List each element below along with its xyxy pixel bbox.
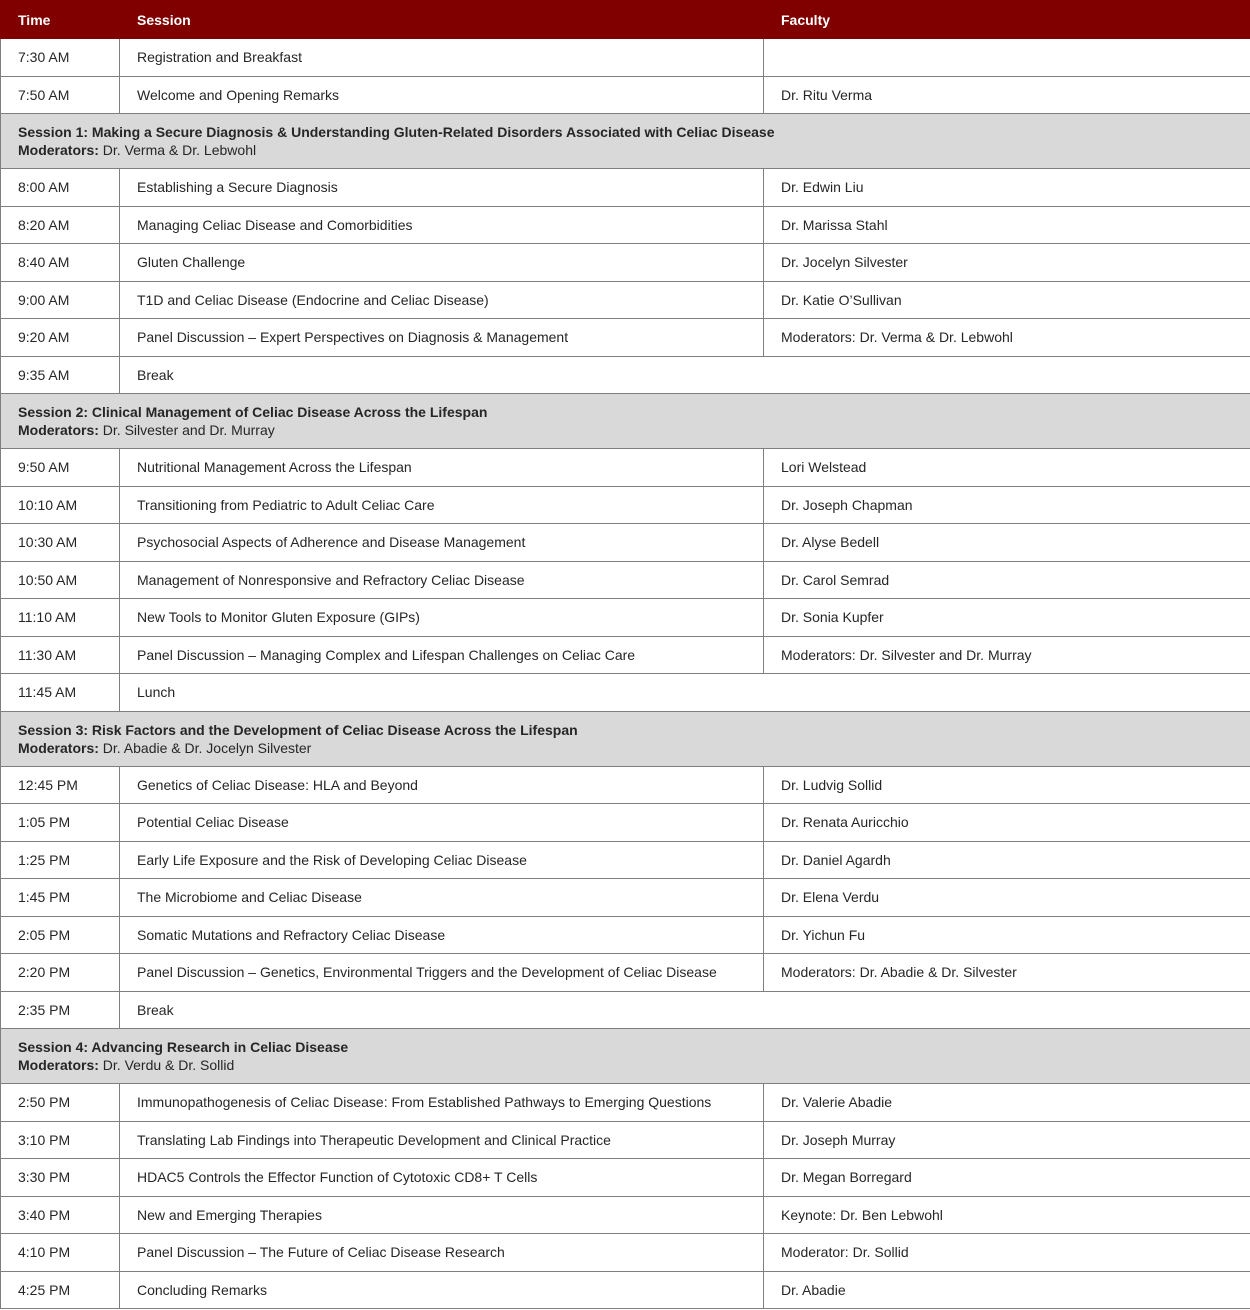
time-cell: 3:30 PM [1, 1159, 120, 1197]
agenda-row [1, 1196, 1250, 1234]
faculty-cell: Dr. Marissa Stahl [764, 206, 1250, 244]
session-moderators [18, 1056, 1250, 1074]
agenda-row [1, 1234, 1250, 1272]
session-cell: New Tools to Monitor Gluten Exposure (GIPs) [120, 599, 764, 637]
time-cell: 10:30 AM [1, 524, 120, 562]
session-moderators [18, 739, 1250, 757]
session-cell: Panel Discussion – Genetics, Environmental Triggers and the Development of Celiac Disease [120, 954, 764, 992]
faculty-cell: Dr. Sonia Kupfer [764, 599, 1250, 637]
agenda-row [1, 39, 1250, 77]
session-moderators [18, 141, 1250, 159]
moderators-names: Dr. Verdu & Dr. Sollid [102, 1057, 235, 1073]
faculty-cell: Dr. Katie O’Sullivan [764, 281, 1250, 319]
faculty-cell: Moderator: Dr. Sollid [764, 1234, 1250, 1272]
faculty-cell: Moderators: Dr. Abadie & Dr. Silvester [764, 954, 1250, 992]
time-cell: 2:20 PM [1, 954, 120, 992]
agenda-row [1, 1121, 1250, 1159]
faculty-cell: Dr. Ritu Verma [764, 76, 1250, 114]
time-cell: 1:25 PM [1, 841, 120, 879]
session-cell: Early Life Exposure and the Risk of Developing Celiac Disease [120, 841, 764, 879]
header-faculty: Faculty [764, 1, 1250, 39]
faculty-cell: Dr. Ludvig Sollid [764, 766, 1250, 804]
faculty-cell: Dr. Edwin Liu [764, 169, 1250, 207]
session-cell: Managing Celiac Disease and Comorbidities [120, 206, 764, 244]
session-cell: Management of Nonresponsive and Refractory Celiac Disease [120, 561, 764, 599]
session-cell: Establishing a Secure Diagnosis [120, 169, 764, 207]
moderators-label: Moderators: [18, 739, 99, 756]
agenda-row [1, 1271, 1250, 1309]
time-cell: 1:05 PM [1, 804, 120, 842]
time-cell: 9:20 AM [1, 319, 120, 357]
agenda-row [1, 841, 1250, 879]
session-title: Session 2: Clinical Management of Celiac Disease Across the Lifespan [18, 404, 488, 420]
agenda-row [1, 449, 1250, 487]
agenda-row [1, 804, 1250, 842]
faculty-cell: Dr. Megan Borregard [764, 1159, 1250, 1197]
faculty-cell: Dr. Daniel Agardh [764, 841, 1250, 879]
agenda-row [1, 916, 1250, 954]
agenda-row [1, 1159, 1250, 1197]
session-cell: Gluten Challenge [120, 244, 764, 282]
time-cell: 8:40 AM [1, 244, 120, 282]
time-cell: 9:50 AM [1, 449, 120, 487]
session-header-row [1, 394, 1250, 449]
time-cell: 7:30 AM [1, 39, 120, 77]
faculty-cell: Dr. Alyse Bedell [764, 524, 1250, 562]
agenda-row [1, 561, 1250, 599]
session-cell: Translating Lab Findings into Therapeutic Development and Clinical Practice [120, 1121, 764, 1159]
session-cell: Break [120, 356, 1250, 394]
faculty-cell: Dr. Valerie Abadie [764, 1084, 1250, 1122]
faculty-cell: Keynote: Dr. Ben Lebwohl [764, 1196, 1250, 1234]
agenda-row [1, 1084, 1250, 1122]
time-cell: 10:50 AM [1, 561, 120, 599]
time-cell: 7:50 AM [1, 76, 120, 114]
session-cell: Potential Celiac Disease [120, 804, 764, 842]
time-cell: 2:50 PM [1, 1084, 120, 1122]
time-cell: 3:10 PM [1, 1121, 120, 1159]
agenda-row [1, 169, 1250, 207]
moderators-label: Moderators: [18, 142, 99, 158]
agenda-row [1, 319, 1250, 357]
moderators-label: Moderators: [18, 422, 99, 438]
agenda-row [1, 76, 1250, 114]
session-cell: HDAC5 Controls the Effector Function of Cytotoxic CD8+ T Cells [120, 1159, 764, 1197]
session-cell: Panel Discussion – Expert Perspectives on Diagnosis & Management [120, 319, 764, 357]
time-cell: 3:40 PM [1, 1196, 120, 1234]
agenda-row [1, 766, 1250, 804]
time-cell: 2:05 PM [1, 916, 120, 954]
time-cell: 1:45 PM [1, 879, 120, 917]
time-cell: 9:00 AM [1, 281, 120, 319]
session-cell: Lunch [120, 674, 1250, 712]
session-cell: Psychosocial Aspects of Adherence and Disease Management [120, 524, 764, 562]
time-cell: 11:45 AM [1, 674, 120, 712]
session-title: Session 1: Making a Secure Diagnosis & Understanding Gluten-Related Disorders Associated with Celiac Disease [18, 124, 775, 140]
moderators-names: Dr. Verma & Dr. Lebwohl [102, 142, 257, 158]
header-time: Time [1, 1, 120, 39]
faculty-cell: Dr. Jocelyn Silvester [764, 244, 1250, 282]
moderators-label: Moderators: [18, 1057, 99, 1073]
session-header-cell [1, 394, 1250, 449]
session-title: Session 4: Advancing Research in Celiac Disease [18, 1039, 349, 1055]
session-cell: The Microbiome and Celiac Disease [120, 879, 764, 917]
session-cell: Transitioning from Pediatric to Adult Celiac Care [120, 486, 764, 524]
faculty-cell: Dr. Renata Auricchio [764, 804, 1250, 842]
session-header-row [1, 711, 1250, 766]
session-cell: New and Emerging Therapies [120, 1196, 764, 1234]
faculty-cell: Dr. Joseph Chapman [764, 486, 1250, 524]
session-cell: Panel Discussion – Managing Complex and Lifespan Challenges on Celiac Care [120, 636, 764, 674]
time-cell: 12:45 PM [1, 766, 120, 804]
session-cell: Somatic Mutations and Refractory Celiac Disease [120, 916, 764, 954]
session-header-cell [1, 114, 1250, 169]
faculty-cell: Moderators: Dr. Silvester and Dr. Murray [764, 636, 1250, 674]
break-row [1, 991, 1250, 1029]
agenda-row [1, 281, 1250, 319]
faculty-cell: Lori Welstead [764, 449, 1250, 487]
session-moderators [18, 421, 1250, 439]
agenda-row [1, 636, 1250, 674]
break-row [1, 674, 1250, 712]
header-row [1, 1, 1250, 39]
moderators-names: Dr. Silvester and Dr. Murray [102, 422, 275, 438]
session-cell: Welcome and Opening Remarks [120, 76, 764, 114]
session-header-row [1, 1029, 1250, 1084]
session-cell: Nutritional Management Across the Lifespan [120, 449, 764, 487]
session-cell: Registration and Breakfast [120, 39, 764, 77]
time-cell: 8:20 AM [1, 206, 120, 244]
time-cell: 2:35 PM [1, 991, 120, 1029]
agenda-body [1, 39, 1250, 1309]
agenda-row [1, 244, 1250, 282]
agenda-row [1, 879, 1250, 917]
session-header-cell [1, 1029, 1250, 1084]
session-title: Session 3: Risk Factors and the Development of Celiac Disease Across the Lifespan [18, 721, 578, 738]
header-session: Session [120, 1, 764, 39]
agenda-row [1, 524, 1250, 562]
time-cell: 11:30 AM [1, 636, 120, 674]
agenda-row [1, 954, 1250, 992]
time-cell: 4:10 PM [1, 1234, 120, 1272]
session-cell: Break [120, 991, 1250, 1029]
faculty-cell: Dr. Joseph Murray [764, 1121, 1250, 1159]
faculty-cell: Dr. Carol Semrad [764, 561, 1250, 599]
time-cell: 8:00 AM [1, 169, 120, 207]
agenda-row [1, 599, 1250, 637]
session-header-row [1, 114, 1250, 169]
session-cell: T1D and Celiac Disease (Endocrine and Celiac Disease) [120, 281, 764, 319]
time-cell: 11:10 AM [1, 599, 120, 637]
time-cell: 9:35 AM [1, 356, 120, 394]
moderators-names: Dr. Abadie & Dr. Jocelyn Silvester [102, 739, 312, 756]
agenda-row [1, 486, 1250, 524]
faculty-cell: Moderators: Dr. Verma & Dr. Lebwohl [764, 319, 1250, 357]
time-cell: 4:25 PM [1, 1271, 120, 1309]
agenda-row [1, 206, 1250, 244]
faculty-cell: Dr. Yichun Fu [764, 916, 1250, 954]
faculty-cell [764, 39, 1250, 77]
session-cell: Concluding Remarks [120, 1271, 764, 1309]
session-header-cell [1, 711, 1250, 766]
session-cell: Panel Discussion – The Future of Celiac Disease Research [120, 1234, 764, 1272]
faculty-cell: Dr. Elena Verdu [764, 879, 1250, 917]
session-cell: Genetics of Celiac Disease: HLA and Beyond [120, 766, 764, 804]
session-cell: Immunopathogenesis of Celiac Disease: From Established Pathways to Emerging Questions [120, 1084, 764, 1122]
break-row [1, 356, 1250, 394]
faculty-cell: Dr. Abadie [764, 1271, 1250, 1309]
time-cell: 10:10 AM [1, 486, 120, 524]
